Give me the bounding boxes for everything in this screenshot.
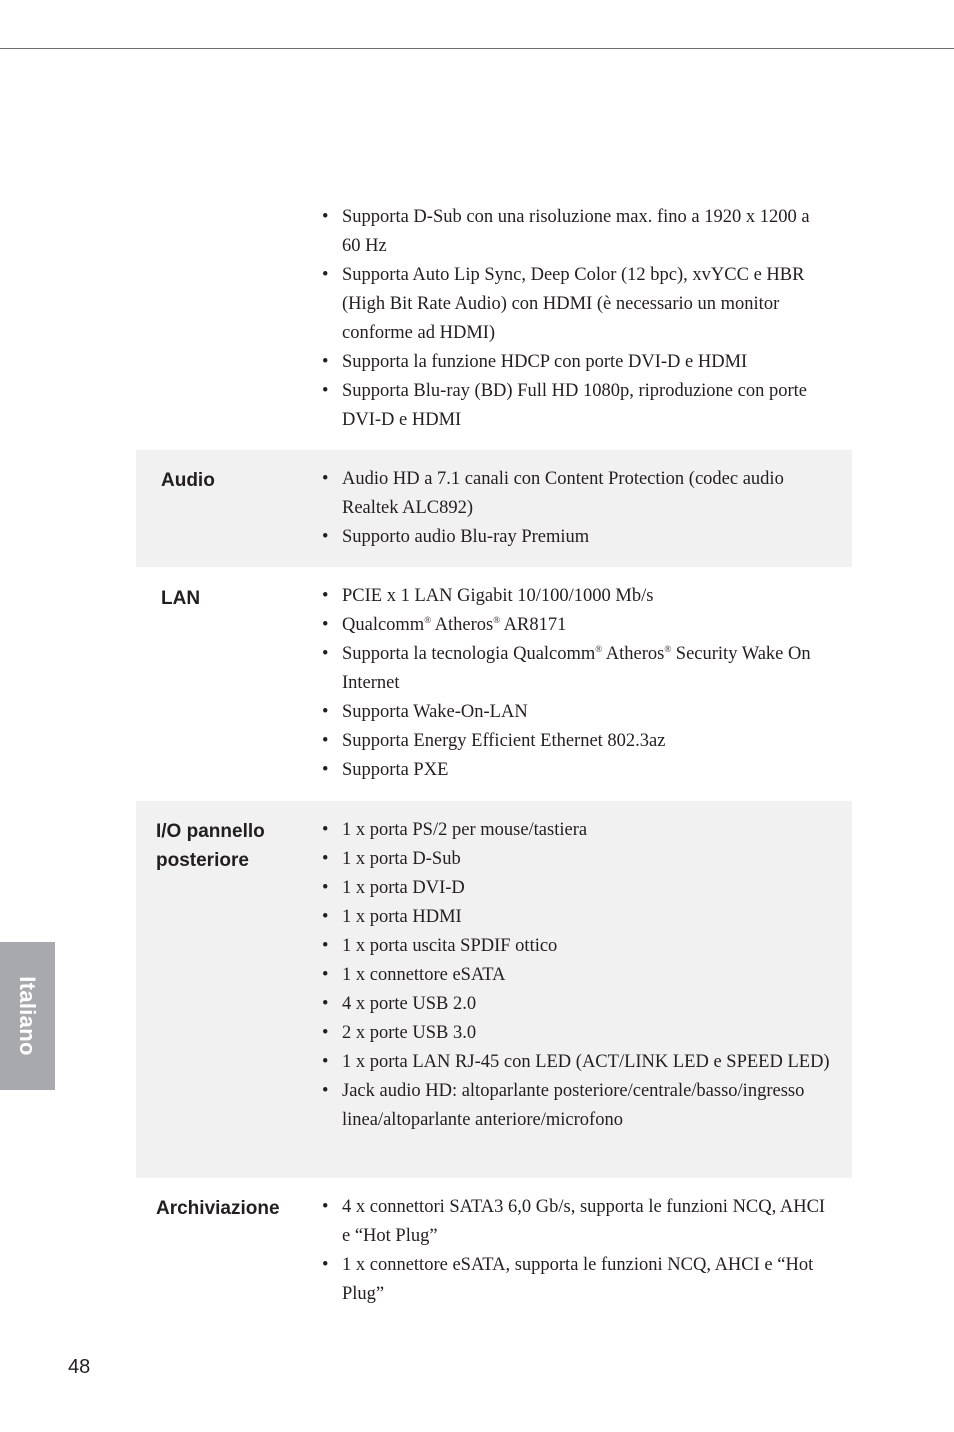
registered-mark: ® [664,644,672,654]
list-item: • Qualcomm® Atheros® AR8171 [320,611,832,640]
spec-list [320,582,832,785]
language-side-tab [0,942,55,1090]
lan-item-text: PCIE x 1 LAN Gigabit 10/100/1000 Mb/s [342,586,654,606]
list-item: • 1 x porta DVI-D [320,874,832,903]
spec-row-lan [136,567,852,801]
spec-label-rear-io: I/O pannello posteriore [156,821,265,871]
list-item: • Supporta la tecnologia Qualcomm® Atheros® Security Wake On Internet [320,640,832,698]
spec-list [320,203,832,435]
list-item: • 1 x porta uscita SPDIF ottico [320,932,832,961]
spec-row-storage [136,1178,852,1318]
list-item: • 1 x porta D-Sub [320,845,832,874]
list-item: • Audio HD a 7.1 canali con Content Protection (codec audio Realtek ALC892) [320,465,832,523]
language-tab-label: Italiano [15,976,40,1056]
spec-label-storage: Archiviazione [156,1198,280,1219]
spec-row-audio [136,450,852,567]
list-item: • 1 x porta PS/2 per mouse/tastiera [320,816,832,845]
list-item: • Supporta Blu-ray (BD) Full HD 1080p, riproduzione con porte DVI-D e HDMI [320,377,832,435]
registered-mark: ® [424,615,432,625]
page-number: 48 [68,1356,91,1378]
list-item: • Jack audio HD: altoparlante posteriore/centrale/basso/ingresso linea/altoparlante anteriore/microfono [320,1077,832,1135]
list-item: • 4 x porte USB 2.0 [320,990,832,1019]
list-item: • 1 x porta LAN RJ-45 con LED (ACT/LINK LED e SPEED LED) [320,1048,832,1077]
list-item: • Supporta Energy Efficient Ethernet 802.3az [320,727,832,756]
list-item: • Supporta Auto Lip Sync, Deep Color (12 bpc), xvYCC e HBR (High Bit Rate Audio) con HDMI (è necessario un monitor conforme ad HDMI) [320,261,832,348]
list-item: • Supporta Wake-On-LAN [320,698,832,727]
registered-mark: ® [595,644,603,654]
registered-mark: ® [493,615,501,625]
list-item: • 1 x connettore eSATA, supporta le funzioni NCQ, AHCI e “Hot Plug” [320,1251,832,1309]
list-item: • 2 x porte USB 3.0 [320,1019,832,1048]
header-rule [0,48,954,49]
spec-table [136,200,852,1318]
list-item: • 4 x connettori SATA3 6,0 Gb/s, supporta le funzioni NCQ, AHCI e “Hot Plug” [320,1193,832,1251]
spec-list [320,1193,832,1309]
list-item: • Supporta PXE [320,756,832,785]
list-item: • Supporta D-Sub con una risoluzione max. fino a 1920 x 1200 a 60 Hz [320,203,832,261]
list-item: • 1 x connettore eSATA [320,961,832,990]
spec-list [320,465,832,552]
spec-list [320,816,832,1135]
spec-row-rear-io [136,801,852,1178]
list-item: • 1 x porta HDMI [320,903,832,932]
list-item: • Supporto audio Blu-ray Premium [320,523,832,552]
spec-label-lan: LAN [161,588,201,609]
spec-label-audio: Audio [161,470,215,491]
spec-row-video-continued [136,200,852,450]
list-item [320,582,832,611]
list-item: • Supporta la funzione HDCP con porte DVI-D e HDMI [320,348,832,377]
